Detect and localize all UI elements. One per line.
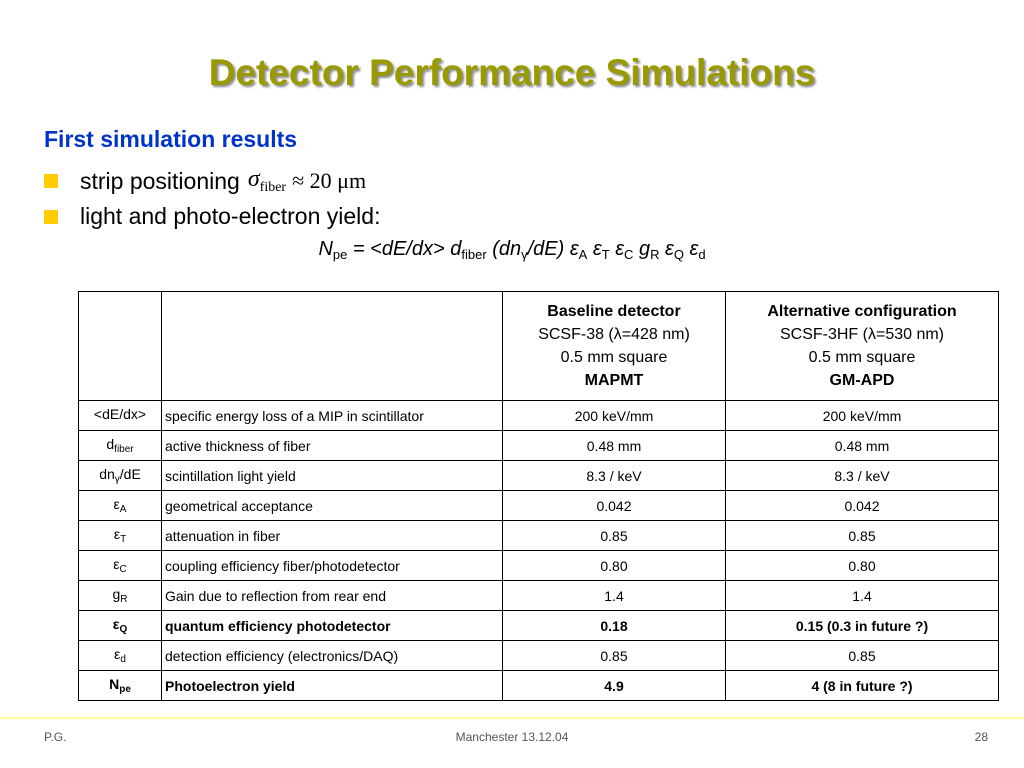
baseline-value-cell: 0.85 <box>503 641 726 671</box>
baseline-value-cell: 0.18 <box>503 611 726 641</box>
bullet-text: light and photo-electron yield: <box>80 203 381 229</box>
description-cell: Gain due to reflection from rear end <box>162 581 503 611</box>
table-row <box>79 611 999 641</box>
symbol-cell: $\varepsilon_A$ <box>79 491 162 521</box>
alternative-value-cell: 0.042 <box>726 491 999 521</box>
baseline-value-cell: 200 keV/mm <box>503 401 726 431</box>
description-cell: active thickness of fiber <box>162 431 503 461</box>
table-row <box>79 431 999 461</box>
alternative-value-cell: 8.3 / keV <box>726 461 999 491</box>
header-alternative: Alternative configuration SCSF-3HF (λ=530 nm) 0.5 mm square GM-APD <box>726 292 999 401</box>
sigma-symbol: $\sigma_{fiber}$ <box>247 166 287 195</box>
table-row <box>79 671 999 701</box>
alternative-value-cell: 1.4 <box>726 581 999 611</box>
table-row <box>79 521 999 551</box>
alternative-value-cell: 0.85 <box>726 641 999 671</box>
description-cell: detection efficiency (electronics/DAQ) <box>162 641 503 671</box>
baseline-value-cell: 0.85 <box>503 521 726 551</box>
alternative-value-cell: 0.85 <box>726 521 999 551</box>
symbol-cell: $\varepsilon_T$ <box>79 521 162 551</box>
alternative-value-cell: 0.15 (0.3 in future ?) <box>726 611 999 641</box>
table-row <box>79 401 999 431</box>
yield-formula: $N_{pe} = <dE/dx> d_{fiber}$ $(dn_\gamma/dE)$ $\varepsilon_A$ $\varepsilon_T$ $\varepsilon_C$ $g_R$ $\varepsilon_Q$ $\varepsilon_d$ <box>318 238 706 262</box>
symbol-cell: $dn_\gamma/dE$ <box>79 461 162 491</box>
parameters-table <box>78 291 999 701</box>
description-cell: specific energy loss of a MIP in scintillator <box>162 401 503 431</box>
description-cell: geometrical acceptance <box>162 491 503 521</box>
symbol-cell: $\varepsilon_d$ <box>79 641 162 671</box>
description-cell: coupling efficiency fiber/photodetector <box>162 551 503 581</box>
header-empty-cell <box>79 292 162 401</box>
resolution-value: ≈ 20 μm <box>292 168 367 193</box>
header-baseline: Baseline detector SCSF-38 (λ=428 nm) 0.5 mm square MAPMT <box>503 292 726 401</box>
footer-divider <box>0 717 1024 719</box>
bullet-text: strip positioning <box>80 167 240 194</box>
baseline-value-cell: 8.3 / keV <box>503 461 726 491</box>
description-cell: Photoelectron yield <box>162 671 503 701</box>
baseline-value-cell: 0.80 <box>503 551 726 581</box>
footer-event: Manchester 13.12.04 <box>455 730 569 744</box>
alternative-value-cell: 0.48 mm <box>726 431 999 461</box>
bullet-strip-positioning <box>44 166 366 196</box>
table-header-row <box>79 292 999 401</box>
slide-number: 28 <box>974 730 988 744</box>
table-row <box>79 491 999 521</box>
symbol-cell: <dE/dx> <box>79 401 162 431</box>
square-bullet-icon <box>44 210 58 224</box>
baseline-value-cell: 4.9 <box>503 671 726 701</box>
symbol-cell: $\varepsilon_Q$ <box>79 611 162 641</box>
description-cell: quantum efficiency photodetector <box>162 611 503 641</box>
alternative-value-cell: 4 (8 in future ?) <box>726 671 999 701</box>
alternative-value-cell: 200 keV/mm <box>726 401 999 431</box>
table-row <box>79 581 999 611</box>
table-row <box>79 551 999 581</box>
symbol-cell: $d_{fiber}$ <box>79 431 162 461</box>
symbol-cell: $g_R$ <box>79 581 162 611</box>
header-empty-cell <box>162 292 503 401</box>
slide-title: Detector Performance Simulations <box>208 52 816 93</box>
baseline-value-cell: 1.4 <box>503 581 726 611</box>
bullet-light-yield <box>44 203 380 230</box>
square-bullet-icon <box>44 174 58 188</box>
symbol-cell: $N_{pe}$ <box>79 671 162 701</box>
table-row <box>79 641 999 671</box>
alternative-value-cell: 0.80 <box>726 551 999 581</box>
baseline-value-cell: 0.48 mm <box>503 431 726 461</box>
baseline-value-cell: 0.042 <box>503 491 726 521</box>
subheading: First simulation results <box>44 126 298 152</box>
table-row <box>79 461 999 491</box>
footer-author: P.G. <box>44 730 67 744</box>
symbol-cell: $\varepsilon_C$ <box>79 551 162 581</box>
description-cell: scintillation light yield <box>162 461 503 491</box>
description-cell: attenuation in fiber <box>162 521 503 551</box>
